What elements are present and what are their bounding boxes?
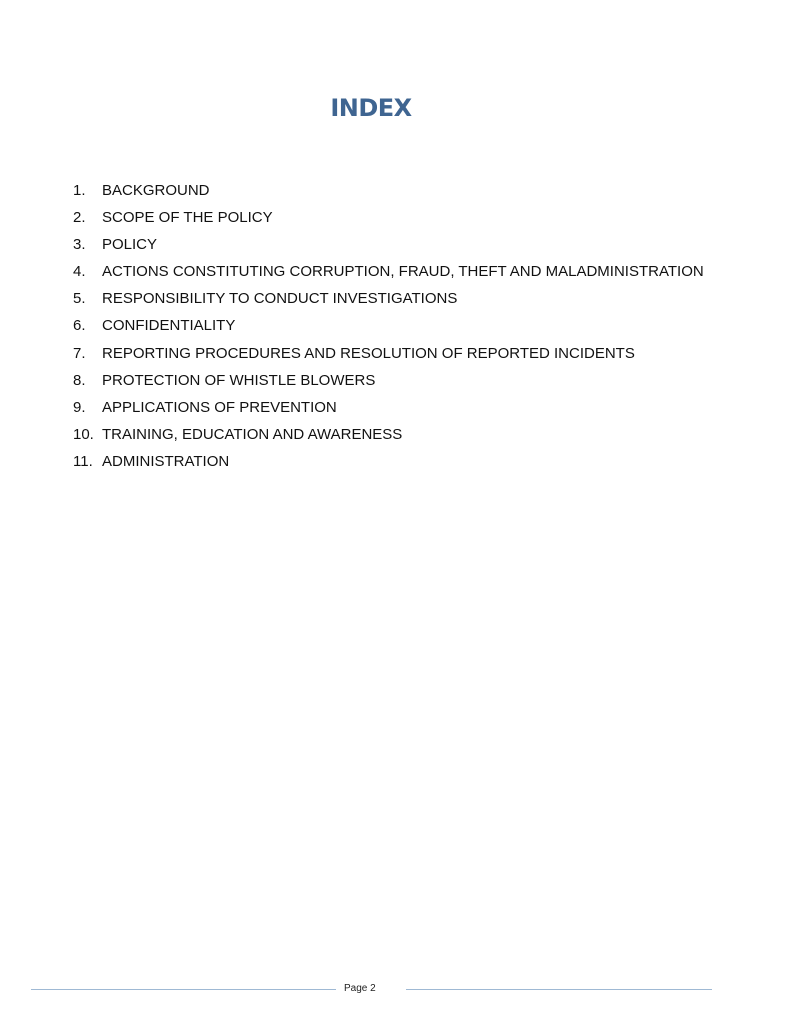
index-item-label: TRAINING, EDUCATION AND AWARENESS: [102, 425, 403, 443]
index-item-number: 5.: [73, 290, 86, 308]
index-item-reporting: [73, 342, 704, 369]
index-item-number: 8.: [73, 371, 86, 389]
index-item-protection: [73, 369, 704, 396]
index-item-label: PROTECTION OF WHISTLE BLOWERS: [102, 371, 376, 389]
page-footer: [0, 982, 800, 996]
index-item-label: ADMINISTRATION: [102, 452, 230, 470]
index-item-label: ACTIONS CONSTITUTING CORRUPTION, FRAUD, THEFT AND MALADMINISTRATION: [102, 263, 704, 281]
index-item-number: 2.: [73, 209, 86, 227]
index-item-responsibility: [73, 287, 704, 314]
index-item-number: 1.: [73, 182, 86, 199]
index-item-number: 9.: [73, 398, 86, 416]
index-item-number: 7.: [73, 344, 86, 362]
index-item-label: CONFIDENTIALITY: [102, 317, 236, 335]
index-item-scope: [73, 206, 704, 233]
index-item-number: 11.: [73, 452, 93, 470]
footer-rule-left: [31, 989, 336, 990]
page-title: INDEX: [330, 94, 412, 122]
index-item-policy: [73, 233, 704, 260]
index-item-actions: [73, 260, 704, 287]
index-item-label: POLICY: [102, 236, 158, 254]
index-item-label: APPLICATIONS OF PREVENTION: [102, 398, 337, 416]
footer-rule-right: [406, 989, 712, 990]
index-item-number: 3.: [73, 236, 86, 254]
index-item-number: 10.: [73, 425, 94, 443]
index-item-label: REPORTING PROCEDURES AND RESOLUTION OF REPORTED INCIDENTS: [102, 344, 635, 362]
page-number: Page 2: [344, 983, 376, 994]
index-item-background: [73, 179, 704, 206]
index-item-number: 4.: [73, 263, 86, 281]
index-item-number: 6.: [73, 317, 86, 335]
index-item-label: RESPONSIBILITY TO CONDUCT INVESTIGATIONS: [102, 290, 458, 308]
index-item-label: BACKGROUND: [102, 182, 210, 199]
index-item-label: SCOPE OF THE POLICY: [102, 209, 273, 227]
index-item-confidentiality: [73, 314, 704, 341]
index-item-prevention: [73, 396, 704, 423]
index-list: [73, 179, 704, 477]
index-item-training: [73, 423, 704, 450]
index-item-administration: [73, 450, 704, 477]
